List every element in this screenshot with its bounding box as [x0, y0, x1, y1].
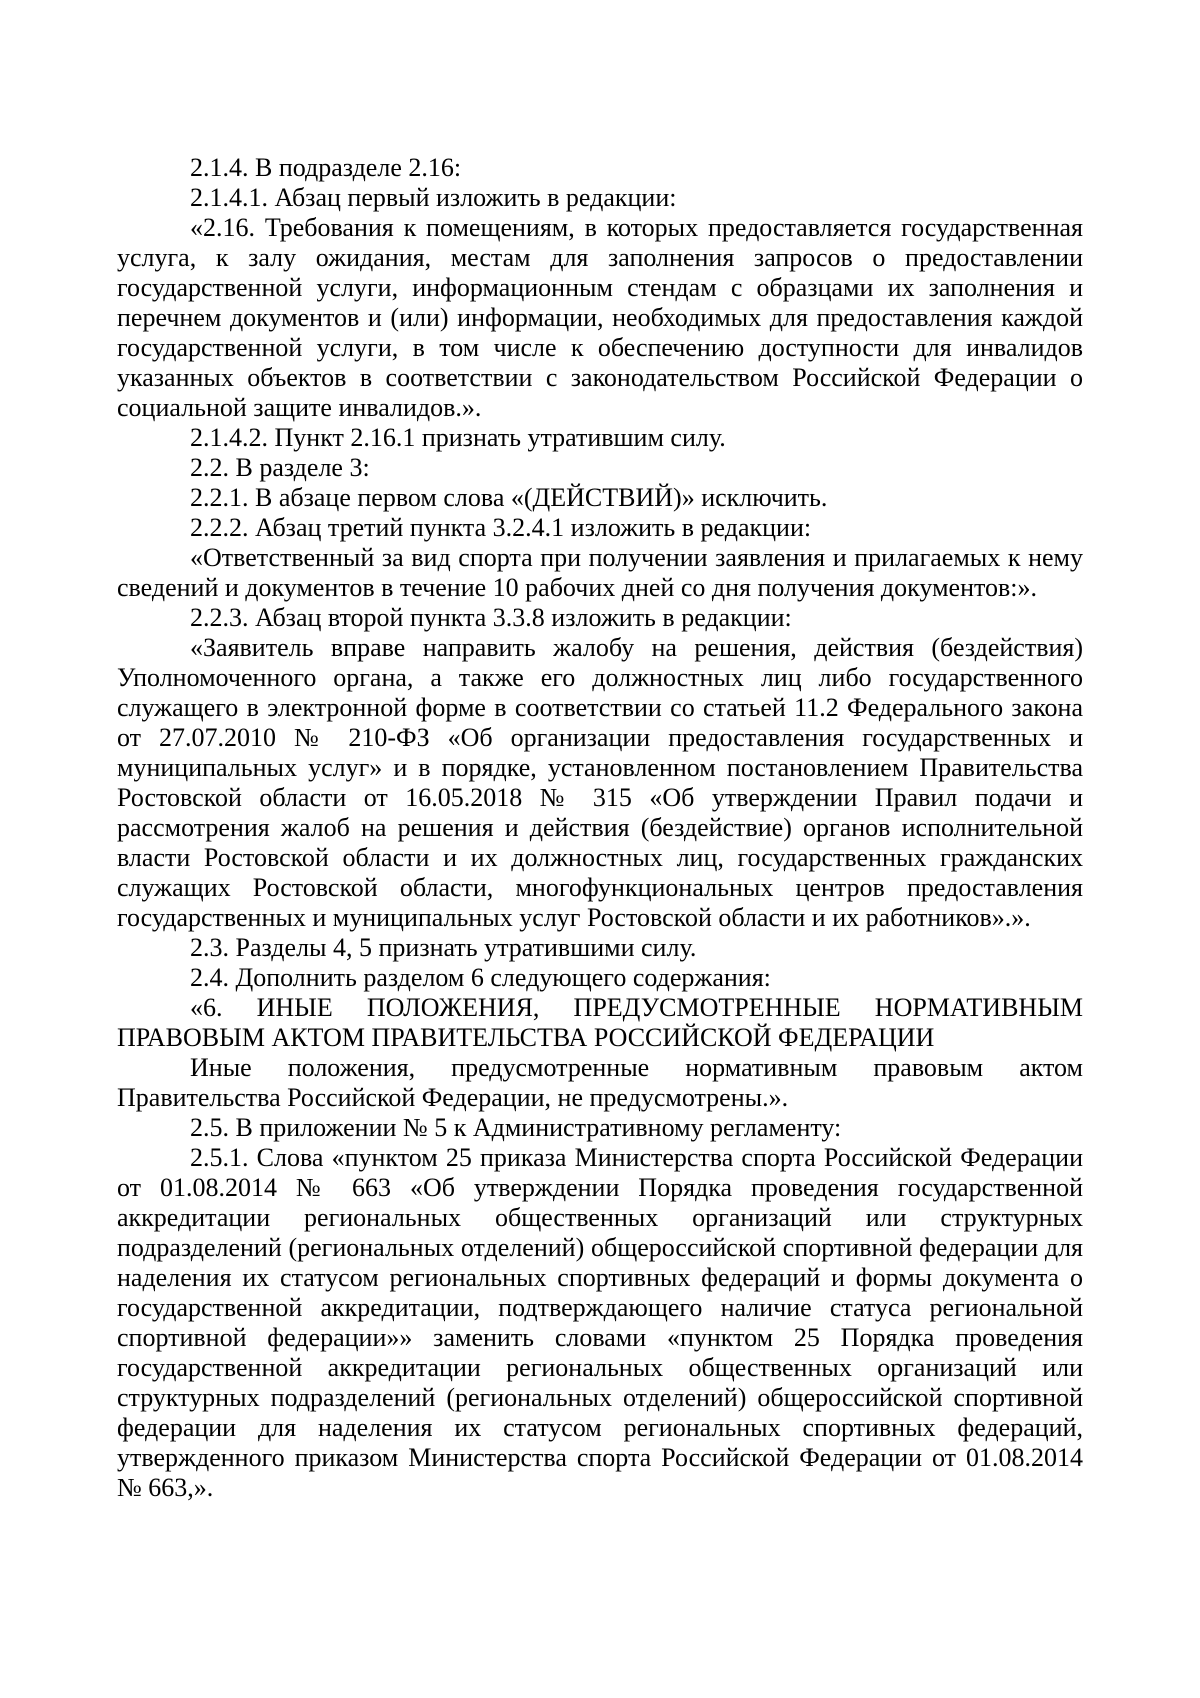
paragraph-2-1-4-1: 2.1.4.1. Абзац первый изложить в редакции:: [190, 183, 677, 212]
paragraph-2-2: 2.2. В разделе 3:: [190, 453, 370, 482]
paragraph-2-1-4-2: 2.1.4.2. Пункт 2.16.1 признать утратившим силу.: [190, 423, 726, 452]
document-page: [117, 153, 1083, 1503]
paragraph-2-5: 2.5. В приложении № 5 к Административному регламенту:: [190, 1113, 842, 1142]
paragraph-2-3: 2.3. Разделы 4, 5 признать утратившими силу.: [190, 933, 697, 962]
paragraph-2-1-4: 2.1.4. В подразделе 2.16:: [190, 153, 462, 182]
paragraph-2-4: 2.4. Дополнить разделом 6 следующего содержания:: [190, 963, 771, 992]
paragraph-2-2-1: 2.2.1. В абзаце первом слова «(ДЕЙСТВИЙ)» исключить.: [190, 483, 828, 512]
paragraph-2-2-3: 2.2.3. Абзац второй пункта 3.3.8 изложить в редакции:: [190, 603, 792, 632]
paragraph-responsible-quote: «Ответственный за вид спорта при получении заявления и прилагаемых к нему сведений и документов в течение 10 рабочих дней со дня получения документов:».: [117, 543, 1083, 602]
section-6-heading: «6. ИНЫЕ ПОЛОЖЕНИЯ, ПРЕДУСМОТРЕННЫЕ НОРМАТИВНЫМ ПРАВОВЫМ АКТОМ ПРАВИТЕЛЬСТВА РОССИЙСКОЙ ФЕДЕРАЦИИ: [117, 993, 1083, 1052]
paragraph-2-2-2: 2.2.2. Абзац третий пункта 3.2.4.1 изложить в редакции:: [190, 513, 812, 542]
paragraph-other-provisions: Иные положения, предусмотренные нормативным правовым актом Правительства Российской Федерации, не предусмотрены.».: [117, 1053, 1083, 1112]
paragraph-2-16-quote: «2.16. Требования к помещениям, в которых предоставляется государственная услуга, к залу ожидания, местам для заполнения запросов о предоставлении государственной услуги, информационным стендам с образцами их заполнения и перечнем документов и (или) информации, необходимых для предоставления каждой государственной услуги, в том числе к обеспечению доступности для инвалидов указанных объектов в соответствии с законодательством Российской Федерации о социальной защите инвалидов.».: [117, 213, 1083, 422]
paragraph-2-5-1: 2.5.1. Слова «пунктом 25 приказа Министерства спорта Российской Федерации от 01.08.2014 № 663 «Об утверждении Порядка проведения государственной аккредитации региональных общественных организаций или структурных подразделений (региональных отделений) общероссийской спортивной федерации для наделения их статусом региональных спортивных федераций и формы документа о государственной аккредитации, подтверждающего наличие статуса региональной спортивной федерации»» заменить словами «пунктом 25 Порядка проведения государственной аккредитации региональных общественных организаций или структурных подразделений (региональных отделений) общероссийской спортивной федерации для наделения их статусом региональных спортивных федераций, утвержденного приказом Министерства спорта Российской Федерации от 01.08.2014 № 663,».: [117, 1143, 1083, 1502]
paragraph-complaint-quote: «Заявитель вправе направить жалобу на решения, действия (бездействия) Уполномоченного органа, а также его должностных лиц либо государственного служащего в электронной форме в соответствии со статьей 11.2 Федерального закона от 27.07.2010 № 210-ФЗ «Об организации предоставления государственных и муниципальных услуг» и в порядке, установленном постановлением Правительства Ростовской области от 16.05.2018 № 315 «Об утверждении Правил подачи и рассмотрения жалоб на решения и действия (бездействие) органов исполнительной власти Ростовской области и их должностных лиц, государственных гражданских служащих Ростовской области, многофункциональных центров предоставления государственных и муниципальных услуг Ростовской области и их работников».».: [117, 633, 1083, 932]
